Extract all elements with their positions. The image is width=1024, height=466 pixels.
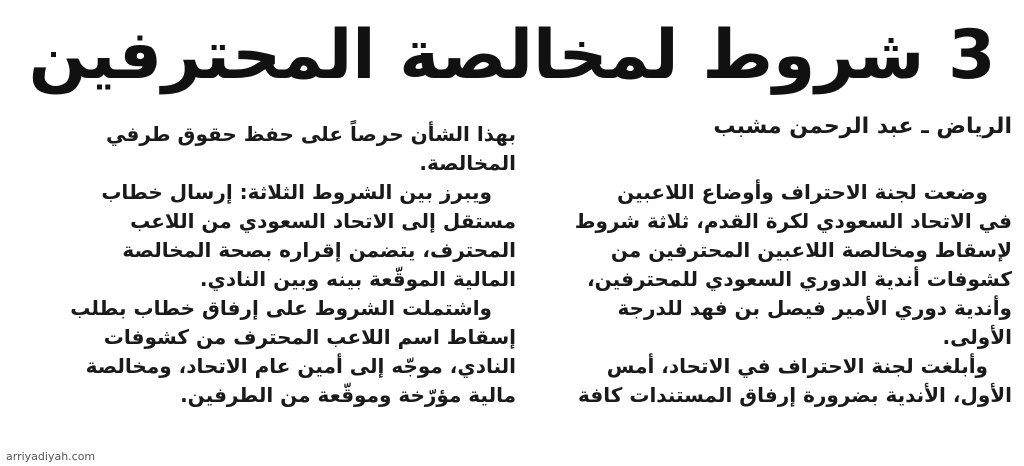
article-line: المالية الموقّعة بينه وبين النادي. [199,267,516,291]
article-line: واشتملت الشروط على إرفاق خطاب بطلب [70,296,492,320]
byline: الرياض ـ عبد الرحمن مشبب [713,114,1012,139]
article-column-left [18,120,516,410]
article-line: ويبرز بين الشروط الثلاثة: إرسال خطاب [101,180,492,204]
article-line: كشوفات أندية الدوري السعودي للمحترفين، [587,267,1012,291]
headline: 3 شروط لمخالصة المحترفين [28,16,996,95]
article-line: المحترف، يتضمن إقراره بصحة المخالصة [122,238,516,262]
source-watermark: arriyadiyah.com [6,450,96,463]
article-line: لإسقاط ومخالصة اللاعبين المحترفين من [610,238,1012,262]
article-line: مستقل إلى الاتحاد السعودي من اللاعب [130,209,516,233]
article-line: وأندية دوري الأمير فيصل بن فهد للدرجة [617,296,1012,320]
article-line: المخالصة. [419,151,516,175]
article-line: في الاتحاد السعودي لكرة القدم، ثلاثة شروط [574,209,1012,233]
article-line: النادي، موجّه إلى أمين عام الاتحاد، ومخالصة [85,354,516,378]
article-line: وضعت لجنة الاحتراف وأوضاع اللاعبين [617,180,988,204]
article-column-right [534,178,1012,410]
article-line: إسقاط اسم اللاعب المحترف من كشوفات [103,325,516,349]
article-line: الأول، الأندية بضرورة إرفاق المستندات كافة [578,383,1012,407]
article-line: مالية مؤرّخة وموقّعة من الطرفين. [180,383,516,407]
article-line: وأبلغت لجنة الاحتراف في الاتحاد، أمس [606,354,988,378]
article-line: الأولى. [942,325,1012,349]
article-line: بهذا الشأن حرصاً على حفظ حقوق طرفي [105,122,516,146]
